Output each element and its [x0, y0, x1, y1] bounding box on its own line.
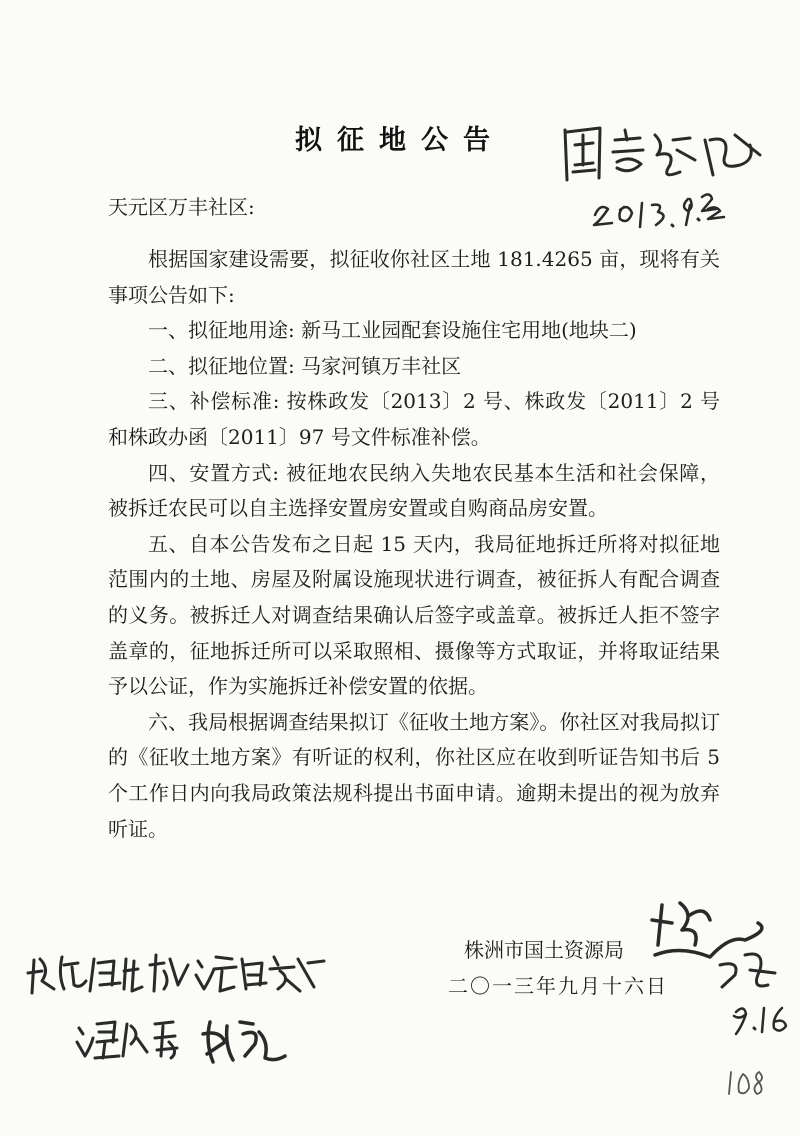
issuer-name: 株洲市国土资源局 — [464, 938, 624, 962]
addressee: 天元区万丰社区: — [108, 195, 255, 219]
handwritten-signature-top — [555, 120, 765, 190]
handwritten-approval-note — [28, 945, 328, 1000]
paragraph-purpose: 一、拟征地用途: 新马工业园配套设施住宅用地(地块二) — [148, 318, 637, 343]
notice-body — [108, 242, 720, 847]
paragraph-survey: 五、自本公告发布之日起 15 天内，我局征地拆迁所将对拟征地范围内的土地、房屋及附属设施现状进行调查，被征拆人有配合调查的义务。被拆迁人对调查结果确认后签字或盖章。被拆迁人拒不签字盖章的，征地拆迁所可以采取照相、摄像等方式取证，并将取证结果予以公证，作为实施拆迁补偿安置的依据。 — [108, 531, 720, 699]
handwritten-page-number — [725, 1062, 770, 1102]
handwritten-date-bottom — [730, 1000, 795, 1040]
handwritten-initials — [75, 1012, 295, 1072]
paragraph-location: 二、拟征地位置: 马家河镇万丰社区 — [148, 353, 462, 378]
notice-title: 拟征地公告 — [295, 125, 505, 156]
handwritten-signature-bottom — [650, 895, 780, 1005]
paragraph-hearing: 六、我局根据调查结果拟订《征收土地方案》。你社区对我局拟订的《征收土地方案》有听证的权利，你社区应在收到听证告知书后 5 个工作日内向我局政策法规科提出书面申请。逾期未提出的视为放弃听证。 — [108, 709, 720, 841]
paragraph-compensation: 三、补偿标准: 按株政发〔2013〕2 号、株政发〔2011〕2 号和株政办函〔2011〕97 号文件标准补偿。 — [108, 389, 720, 449]
paragraph-resettlement: 四、安置方式: 被征地农民纳入失地农民基本生活和社会保障，被拆迁农民可以自主选择安置房安置或自购商品房安置。 — [108, 460, 720, 521]
paragraph-intro: 根据国家建设需要，拟征收你社区土地 181.4265 亩，现将有关事项公告如下: — [108, 247, 720, 307]
handwritten-date-top — [590, 185, 730, 230]
issue-date: 二〇一三年九月十六日 — [448, 974, 668, 998]
